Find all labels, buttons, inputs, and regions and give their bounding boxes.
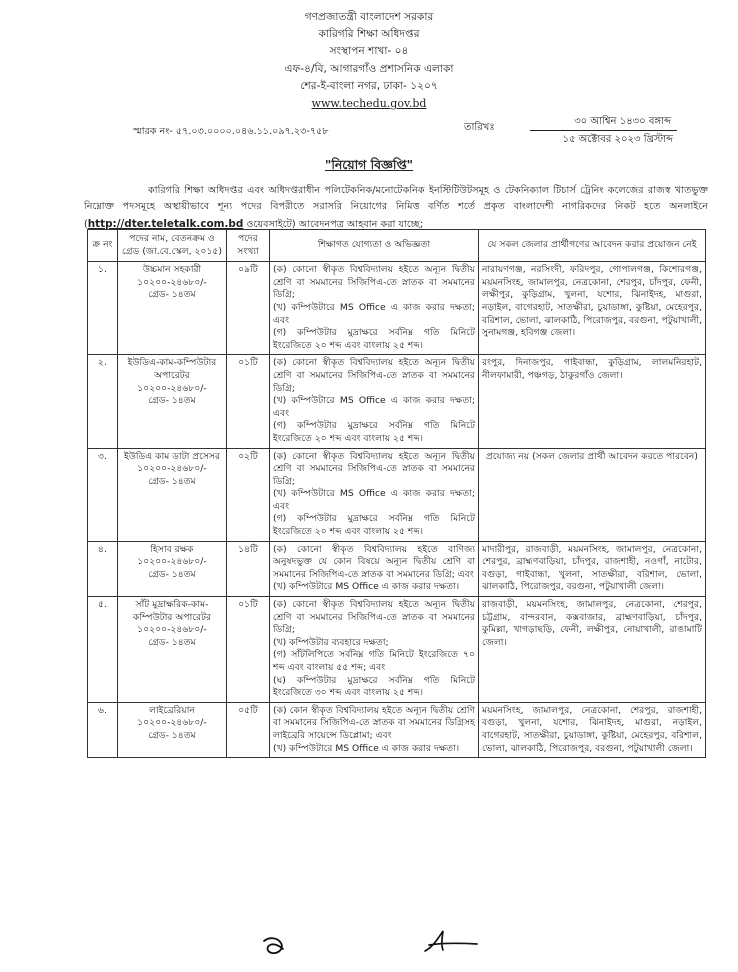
row-post [118,355,227,448]
table-row [88,597,706,703]
teletalk-link[interactable]: http://dter.teletalk.com.bd [87,217,244,230]
post-line: লাইব্রেরিয়ান [149,704,195,716]
post-line: ১০২০০-২৪৬৮০/- [137,624,207,636]
qualification-item: (গ) কম্পিউটার মুদ্রাক্ষরে সর্বনিম্ন গতি মিনিটে ইংরেজিতে ২০ শব্দ এবং বাংলায় ২৫ শব্দ। [273,420,475,444]
date-label: তারিখঃ [464,122,495,133]
header-line: সংস্থাপন শাখা- ০৪ [329,45,409,58]
row-serial: ১. [88,262,118,355]
row-districts: ময়মনসিংহ, জামালপুর, নেত্রকোনা, শেরপুর, রাজশাহী, বগুড়া, খুলনা, যশোর, ঝিনাইদহ, মাগুরা, নড়াইল, বাগেরহাট, সাতক্ষীরা, চুয়াডাঙ্গা, কুষ্টিয়া, মেহেরপুর, বরিশাল, ভোলা, ঝালকাঠি, পিরোজপুর, বরগুনা, পটুয়াখালী জেলা। [479,702,706,757]
row-count: ০১টি [227,355,270,448]
row-count: ০২টি [227,448,270,541]
post-line: গ্রেড- ১৪তম [148,636,196,648]
row-serial: ৪. [88,541,118,596]
post-line: গ্রেড- ১৪তম [148,729,196,741]
row-post [118,262,227,355]
post-line: ১০২০০-২৪৬৮০/- [137,556,207,568]
row-post [118,541,227,596]
intro-text: কারিগরি শিক্ষা অধিদপ্তর এবং অধিদপ্তরাধীন পলিটেকনিক/মনোটেকনিক ইনস্টিটিউটসমূহ ও টেকনিক্যাল টিচার্স ট্রেনিং কলেজের রাজস্ব খাতভুক্ত নিম্নোক্ত পদসমূহে অস্থায়ীভাবে শূন্য পদের বিপরীতে সরাসরি নিয়োগের নিমিত্ত বর্ণিত শর্তে প্রকৃত বাংলাদেশী নাগরিকদের নিকট হতে অনলাইনে ( [84,185,708,230]
letterhead [0,9,738,113]
row-qualification [270,448,479,541]
row-districts: প্রযোজ্য নয় (সকল জেলার প্রার্থী আবেদন করতে পারবেন) [479,448,706,541]
row-count: ০১টি [227,597,270,703]
header-districts: যে সকল জেলার প্রার্থীগণের আবেদন করার প্রয়োজন নেই [479,230,706,262]
post-line: গ্রেড- ১৪তম [148,395,196,407]
row-districts: রংপুর, দিনাজপুর, গাইবান্ধা, কুড়িগ্রাম, লালমনিরহাট, নীলফামারী, পঞ্চগড়, ঠাকুরগাঁও জেলা। [479,355,706,448]
header-post: পদের নাম, বেতনক্রম ও গ্রেড (জা.বে.স্কেল, ২০১৫) [118,230,227,262]
table-row [88,448,706,541]
header-count: পদের সংখ্যা [227,230,270,262]
row-districts: নারায়ণগঞ্জ, নরসিংদী, ফরিদপুর, গোপালগঞ্জ, কিশোরগঞ্জ, ময়মনসিংহ, জামালপুর, নেত্রকোনা, শেরপুর, চাঁদপুর, ফেনী, লক্ষীপুর, কুড়িগ্রাম, খুলনা, যশোর, ঝিনাইদহ, মাগুরা, নড়াইল, বাগেরহাট, সাতক্ষীরা, চুয়াডাঙ্গা, কুষ্টিয়া, মেহেরপুর, বরিশাল, ভোলা, ঝালকাঠি, পিরোজপুর, বরগুনা, পটুয়াখালী, সুনামগঞ্জ, হবিগঞ্জ জেলা। [479,262,706,355]
qualification-item: (ক) কোনো স্বীকৃত বিশ্ববিদ্যালয় হইতে অন্যূন দ্বিতীয় শ্রেণি বা সমমানের সিজিপিএ-তে স্নাতক বা সমমানের ডিগ্রি; [273,599,475,636]
intro-text-end: ওয়েবসাইটে) আবেদনপত্র আহবান করা যাচ্ছে; [243,218,424,230]
row-post [118,448,227,541]
row-qualification [270,702,479,757]
qualification-item: (ক) কোনো স্বীকৃত বিশ্ববিদ্যালয় হইতে অন্যূন দ্বিতীয় শ্রেণি বা সমমানের সিজিপিএ-তে স্নাতক বা সমমানের ডিগ্রি; [273,264,475,301]
qualification-item: (খ) কম্পিউটারে MS Office এ কাজ করার দক্ষতা; এবং [273,301,475,326]
post-line: হিসাব রক্ষক [150,543,194,555]
row-post [118,702,227,757]
table-row [88,355,706,448]
row-qualification [270,541,479,596]
table-row [88,541,706,596]
post-line: ১০২০০-২৪৬৮০/- [137,463,207,475]
qualification-item: (খ) কম্পিউটারে MS Office এ কাজ করার দক্ষতা। [273,581,460,593]
row-qualification [270,262,479,355]
qualification-item: (ক) কোনো স্বীকৃত বিশ্ববিদ্যালয় হইতে অন্যূন দ্বিতীয় শ্রেণি বা সমমানের সিজিপিএ-তে স্নাতক বা সমমানের ডিগ্রি; [273,450,475,487]
qualification-item: (খ) কম্পিউটার ব্যবহারে দক্ষতা; [273,636,389,648]
post-line: গ্রেড- ১৪তম [148,475,196,487]
row-districts: রাজবাড়ী, ময়মনসিংহ, জামালপুর, নেত্রকোনা, শেরপুর, চট্টগ্রাম, বান্দরবান, কক্সবাজার, ব্রাহ্মণবাড়িয়া, চাঁদপুর, কুমিল্লা, খাগড়াছড়ি, ফেনী, লক্ষীপুর, নোয়াখালী, রাঙামাটি জেলা। [479,597,706,703]
post-line: ইউডিএ-কাম-কম্পিউটার অপারেটর [127,357,217,381]
post-line: গ্রেড- ১৪তম [148,568,196,580]
website-link[interactable]: www.techedu.gov.bd [311,97,427,111]
qualification-item: (গ) সাঁটলিপিতে সর্বনিম্ন গতি মিনিটে ইংরেজিতে ৭০ শব্দ এবং বাংলায় ৫৫ শব্দ; এবং [273,649,475,673]
row-serial: ৩. [88,448,118,541]
qualification-item: (ক) কোনো স্বীকৃত বিশ্ববিদ্যালয় হইতে অন্যূন দ্বিতীয় শ্রেণি বা সমমানের সিজিপিএ-তে স্নাতক বা সমমানের ডিগ্রি; [273,357,475,394]
row-qualification [270,597,479,703]
qualification-item: (গ) কম্পিউটার মুদ্রাক্ষরে সর্বনিম্ন গতি মিনিটে ইংরেজিতে ২০ শব্দ এবং বাংলায় ২৫ শব্দ। [273,513,475,538]
post-line: ১০২০০-২৪৬৮০/- [137,276,207,288]
row-count: ০৯টি [227,262,270,355]
row-districts: মাদারীপুর, রাজবাড়ী, ময়মনসিংহ, জামালপুর, নেত্রকোনা, শেরপুর, ব্রাহ্মণবাড়িয়া, চাঁদপুর, রাজশাহী, নওগাঁ, নাটোর, বগুড়া, গাইবান্ধা, খুলনা, সাতক্ষীরা, বরিশাল, ভোলা, ঝালকাঠি, পিরোজপুর, বরগুনা, পটুয়াখালী জেলা। [479,541,706,596]
intro-paragraph [84,183,708,233]
signature-initial-2 [419,929,481,955]
header-line: গণপ্রজাতন্ত্রী বাংলাদেশ সরকার [304,11,434,23]
row-count: ১৪টি [227,541,270,596]
date-english: ১৫ অক্টোবর ২০২৩ খ্রিস্টাব্দ [562,134,673,145]
qualification-item: (গ) কম্পিউটার মুদ্রাক্ষরে সর্বনিম্ন গতি মিনিটে ইংরেজিতে ২০ শব্দ এবং বাংলায় ২৫ শব্দ। [273,327,475,351]
qualification-item: (ক) কোন স্বীকৃত বিশ্ববিদ্যালয় হইতে অন্যূন দ্বিতীয় শ্রেণি বা সমমানের সিজিপিএ-তে স্নাতক বা সমমানের ডিগ্রিসহ লাইব্রেরি সায়েন্সে ডিপ্লোমা; এবং [273,704,475,741]
signature-initial-1 [261,935,291,957]
date-bangla: ৩০ আশ্বিন ১৪৩০ বঙ্গাব্দ [530,113,677,131]
row-count: ০৫টি [227,702,270,757]
row-serial: ৬. [88,702,118,757]
header-line: কারিগরি শিক্ষা অধিদপ্তর [318,28,420,41]
table-row [88,702,706,757]
row-serial: ২. [88,355,118,448]
post-line: ১০২০০-২৪৬৮০/- [137,382,207,394]
header-line: এফ-৪/বি, আগারগাঁও প্রশাসনিক এলাকা [284,62,454,75]
notice-title: "নিয়োগ বিজ্ঞপ্তি" [324,157,414,172]
row-post [118,597,227,703]
table-row [88,262,706,355]
post-line: ১০২০০-২৪৬৮০/- [137,717,207,729]
post-line: সাঁট মুদ্রাক্ষরিক-কাম-কম্পিউটার অপারেটর [132,599,212,623]
row-serial: ৫. [88,597,118,703]
qualification-item: (খ) কম্পিউটারে MS Office এ কাজ করার দক্ষতা। [273,742,460,754]
post-line: ইউডিএ কাম ডাটা প্রসেসর [123,450,221,462]
memo-number: স্মারক নং- ৫৭.০৩.০০০০.০৪৬.১১.০৯৭.২৩-৭৫৮ [133,126,329,137]
header-qualification: শিক্ষাগত যোগ্যতা ও অভিজ্ঞতা [270,230,479,262]
table-header-row [88,230,706,262]
qualification-item: (খ) কম্পিউটারে MS Office এ কাজ করার দক্ষতা; এবং [273,488,475,512]
row-qualification [270,355,479,448]
qualification-item: (ঘ) কম্পিউটার মুদ্রাক্ষরে সর্বনিম্ন গতি মিনিটে ইংরেজিতে ৩০ শব্দ এবং বাংলায় ২৫ শব্দ। [273,674,475,699]
vacancy-table [87,229,706,758]
qualification-item: (খ) কম্পিউটারে MS Office এ কাজ করার দক্ষতা; এবং [273,395,475,419]
post-line: উচ্চমান সহকারী [142,264,202,276]
post-line: গ্রেড- ১৪তম [148,289,196,301]
header-line: শের-ই-বাংলা নগর, ঢাকা- ১২০৭ [300,79,438,92]
header-sl: ক্র নং [88,230,118,262]
qualification-item: (ক) কোনো স্বীকৃত বিশ্ববিদ্যালয় হইতে বাণিজ্য অনুষদভুক্ত যে কোন বিষয়ে অন্যূন দ্বিতীয় শ্রেণি বা সমমানের সিজিপিএ-তে স্নাতক বা সমমানের ডিগ্রি; এবং [273,543,475,580]
